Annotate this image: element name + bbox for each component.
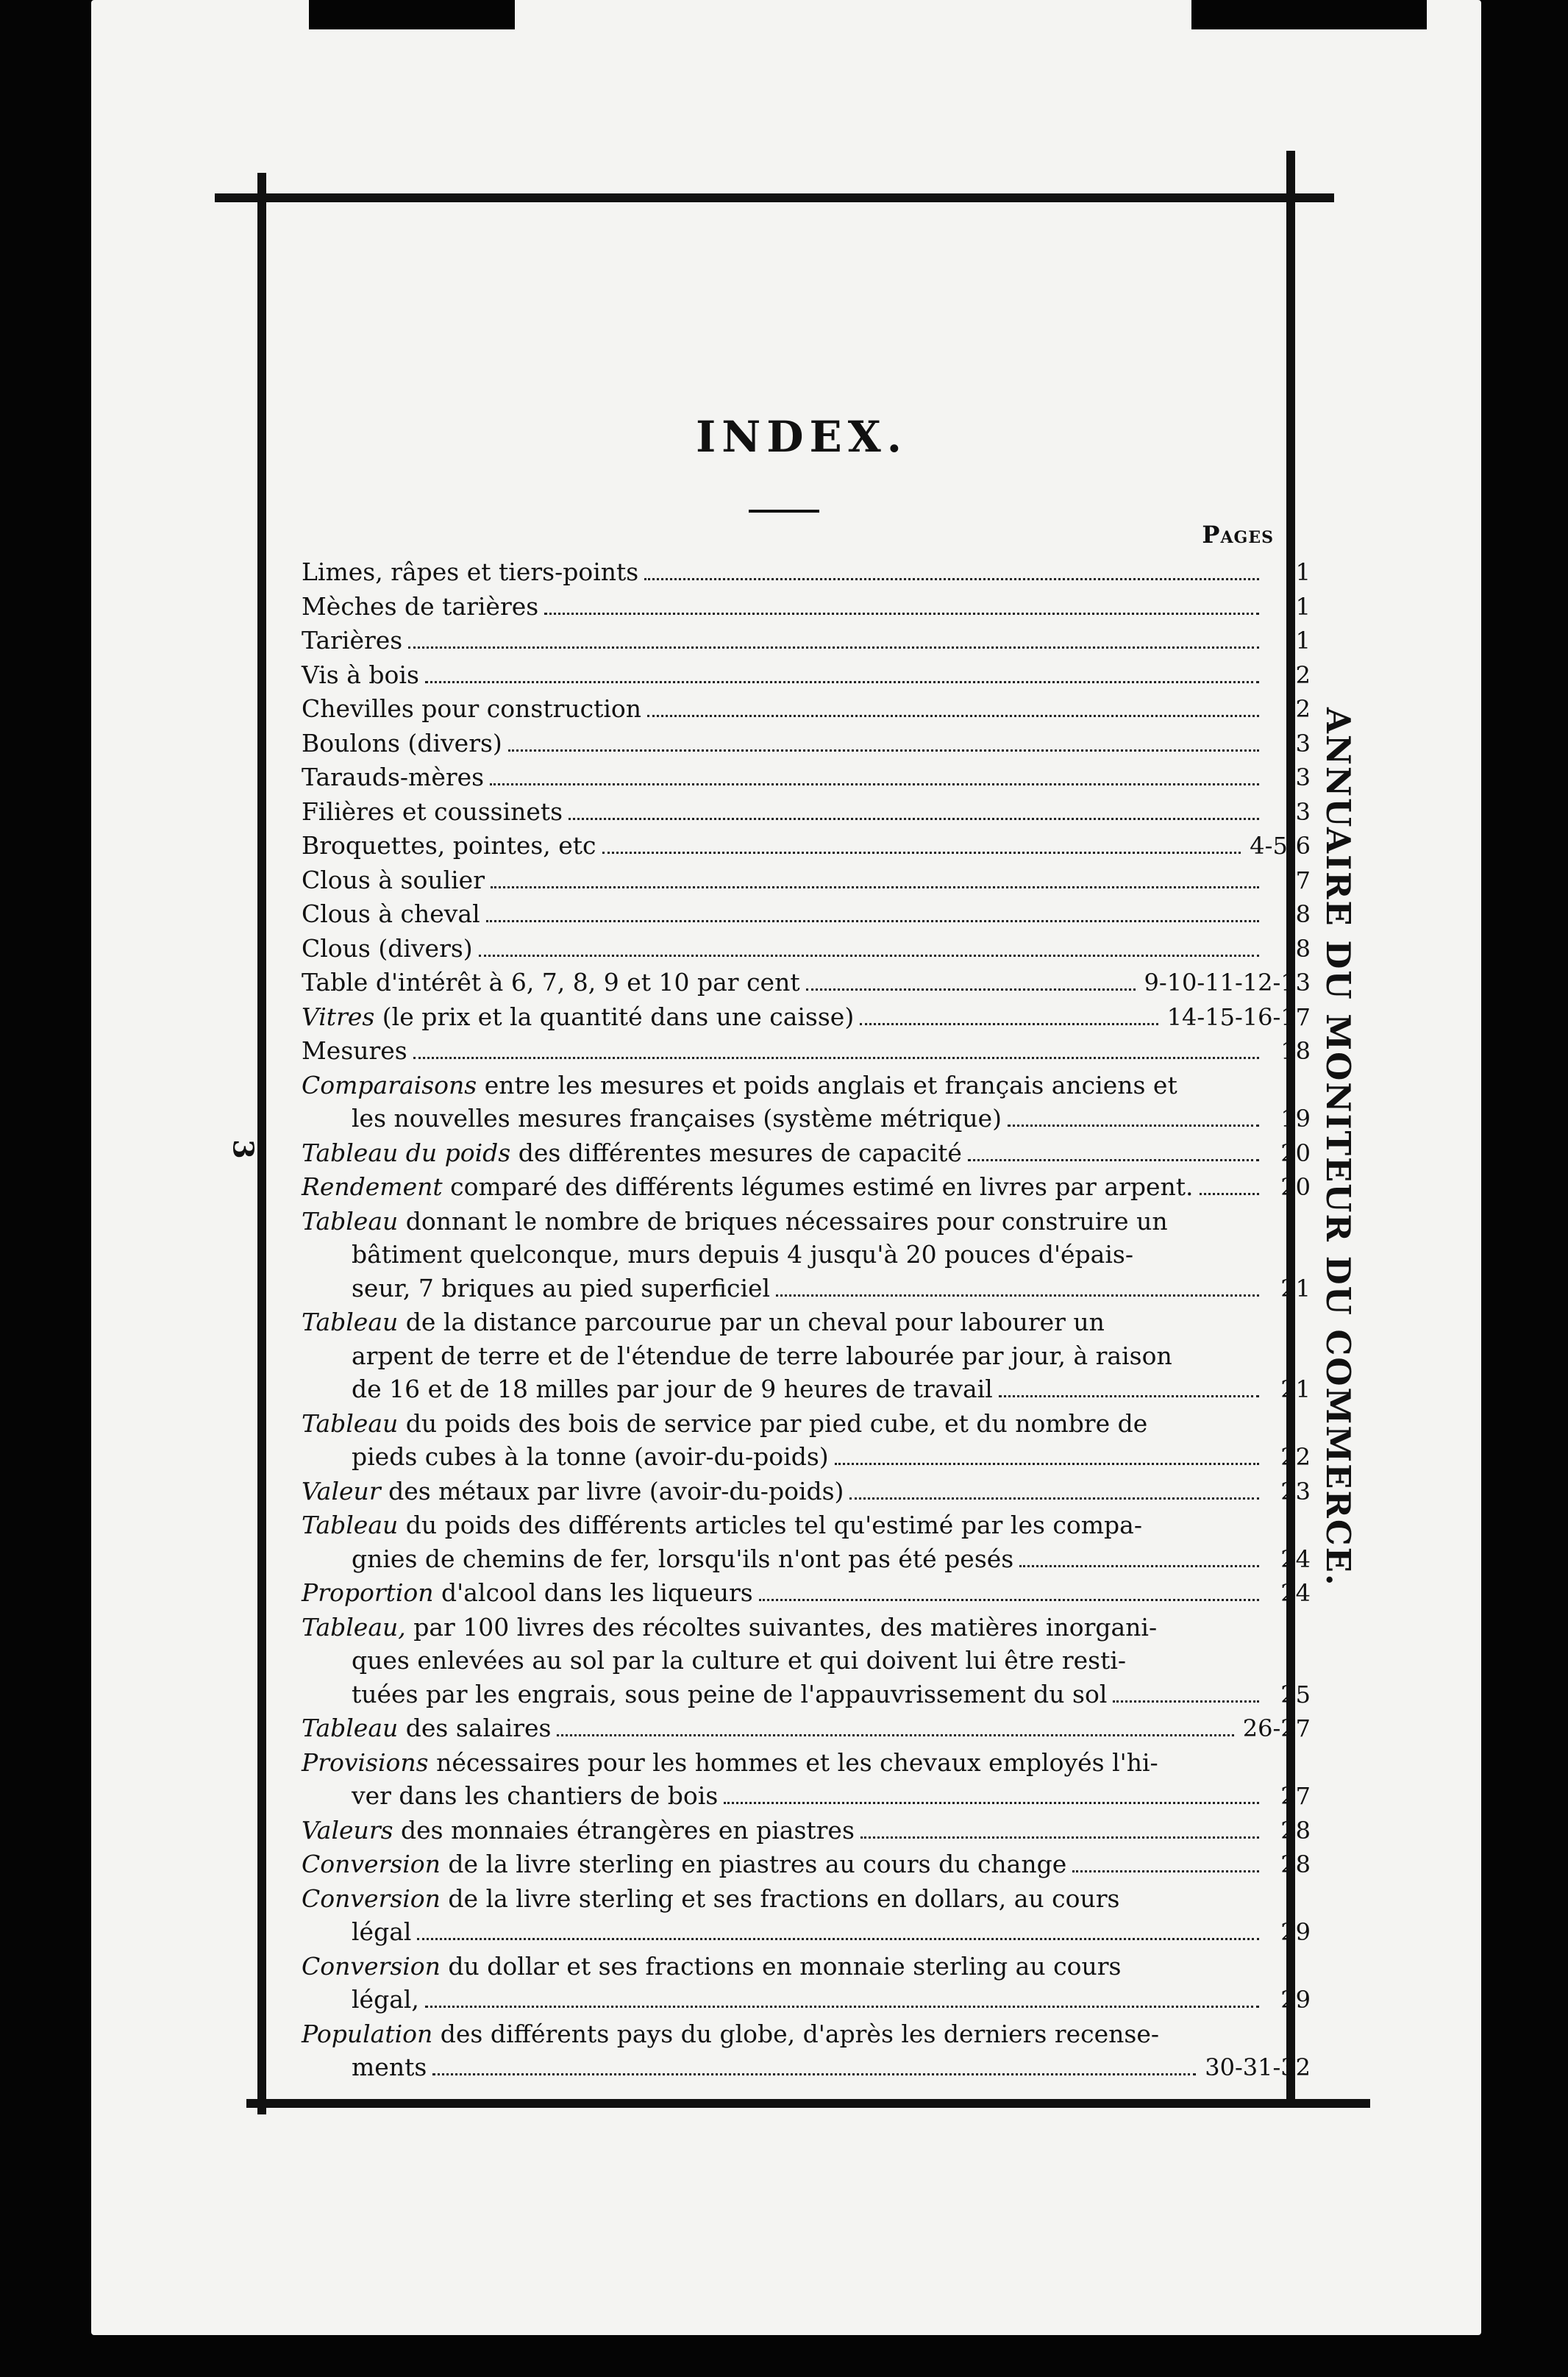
frame-rule-bottom	[246, 2099, 1370, 2108]
index-entry-line	[302, 1339, 1311, 1373]
dot-leader	[1008, 1125, 1259, 1127]
index-entry	[302, 1305, 1311, 1407]
entry-page-number: 9-10-11-12-13	[1144, 969, 1311, 997]
entry-keyword: Tableau	[302, 1408, 399, 1438]
entry-text: gnies de chemins de fer, lorsqu'ils n'ont pas été pesés	[352, 1544, 1014, 1573]
index-entry	[302, 1711, 1311, 1746]
page-title: INDEX.	[696, 412, 908, 462]
entry-page-number: 30-31-32	[1205, 2053, 1311, 2081]
entry-page-number: 3	[1295, 763, 1311, 791]
entry-page-number: 23	[1280, 1477, 1311, 1505]
dot-leader	[776, 1294, 1259, 1297]
entry-text: Filières et coussinets	[302, 797, 563, 826]
entry-keyword: Tableau du poids	[302, 1138, 511, 1167]
dot-leader	[999, 1395, 1259, 1397]
index-entry-line	[302, 897, 1311, 932]
entry-page-number: 25	[1280, 1680, 1311, 1708]
index-entry	[302, 1136, 1311, 1171]
dot-leader	[849, 1497, 1259, 1500]
index-entry-line	[302, 1407, 1311, 1441]
entry-text: de la livre sterling et ses fractions en dollars, au cours	[440, 1884, 1120, 1913]
index-entry-line	[302, 1205, 1311, 1239]
index-entry	[302, 795, 1311, 830]
index-entry	[302, 1034, 1311, 1069]
entry-keyword: Provisions	[302, 1747, 429, 1777]
index-entry-line	[302, 1576, 1311, 1611]
entry-text: par 100 livres des récoltes suivantes, des matières inorgani-	[405, 1612, 1158, 1642]
entry-text: légal,	[352, 1985, 419, 2014]
index-entry-line	[302, 1611, 1311, 1644]
entry-page-number: 2	[1295, 695, 1311, 723]
dot-leader	[425, 2006, 1259, 2008]
index-entry	[302, 590, 1311, 624]
index-entry	[302, 624, 1311, 658]
index-entry-line	[302, 1678, 1311, 1712]
entry-keyword: Comparaisons	[302, 1070, 477, 1100]
dot-leader	[490, 783, 1259, 785]
entry-keyword: Proportion	[302, 1578, 434, 1607]
index-entry-line	[302, 2017, 1311, 2051]
entry-page-number: 28	[1280, 1850, 1311, 1878]
dot-leader	[759, 1599, 1259, 1601]
dot-leader	[479, 955, 1259, 957]
entry-text: de la livre sterling en piastres au cours du change	[440, 1850, 1067, 1878]
index-entry-line	[302, 863, 1311, 898]
dot-leader	[602, 852, 1241, 854]
index-entry-line	[302, 692, 1311, 727]
index-entry-line	[302, 1272, 1311, 1306]
index-entry-line	[302, 1950, 1311, 1984]
index-entry	[302, 555, 1311, 590]
index-entry-line	[302, 932, 1311, 966]
dot-leader	[413, 1057, 1259, 1059]
pages-column-header: Pages	[1202, 521, 1274, 549]
index-entry-line	[302, 590, 1311, 624]
index-entry	[302, 692, 1311, 727]
dot-leader	[491, 886, 1259, 888]
index-entry	[302, 1170, 1311, 1205]
index-entry-line	[302, 795, 1311, 830]
index-entry	[302, 829, 1311, 863]
entry-text: les nouvelles mesures françaises (système métrique)	[352, 1104, 1002, 1133]
index-entry-line	[302, 966, 1311, 1000]
entry-text: Clous à soulier	[302, 865, 485, 894]
index-entry	[302, 2017, 1311, 2085]
entry-text: Clous à cheval	[302, 899, 480, 928]
title-divider	[749, 510, 819, 513]
entry-page-number: 20	[1280, 1138, 1311, 1167]
entry-page-number: 24	[1280, 1544, 1311, 1573]
index-entry-line	[302, 1915, 1311, 1950]
dot-leader	[860, 1836, 1259, 1839]
index-entry	[302, 1576, 1311, 1611]
dot-leader	[724, 1802, 1259, 1804]
index-entry-line	[302, 1238, 1311, 1272]
entry-text: (le prix et la quantité dans une caisse)	[374, 1002, 855, 1031]
dot-leader	[644, 578, 1259, 580]
frame-rule-top	[215, 193, 1334, 202]
index-entry	[302, 966, 1311, 1000]
entry-keyword: Conversion	[302, 1850, 441, 1878]
dot-leader	[408, 646, 1259, 649]
entry-page-number: 29	[1280, 1986, 1311, 2014]
index-entry-line	[302, 1779, 1311, 1814]
torn-edge-mark	[309, 0, 515, 29]
index-entry	[302, 897, 1311, 932]
entry-text: Mesures	[302, 1036, 407, 1065]
entry-page-number: 19	[1280, 1105, 1311, 1133]
entry-text: arpent de terre et de l'étendue de terre labourée par jour, à raison	[352, 1341, 1172, 1370]
entry-text: d'alcool dans les liqueurs	[433, 1578, 753, 1607]
dot-leader	[968, 1159, 1259, 1161]
entry-page-number: 1	[1295, 627, 1311, 655]
index-entry	[302, 1746, 1311, 1814]
index-list	[302, 555, 1311, 2085]
index-entry	[302, 760, 1311, 795]
entry-text: ver dans les chantiers de bois	[352, 1781, 719, 1810]
index-entry-line	[302, 1882, 1311, 1916]
index-entry-line	[302, 1305, 1311, 1339]
entry-page-number: 8	[1295, 900, 1311, 928]
entry-text: nécessaires pour les hommes et les chevaux employés l'hi-	[428, 1747, 1158, 1777]
index-entry	[302, 1475, 1311, 1509]
entry-text: des monnaies étrangères en piastres	[393, 1815, 855, 1845]
entry-keyword: Tableau	[302, 1714, 399, 1742]
entry-keyword: Tableau	[302, 1206, 399, 1236]
entry-text: tuées par les engrais, sous peine de l'appauvrissement du sol	[352, 1679, 1108, 1708]
index-entry-line	[302, 1372, 1311, 1407]
dot-leader	[647, 715, 1259, 717]
dot-leader	[508, 749, 1259, 752]
entry-keyword: Tableau,	[302, 1612, 406, 1642]
index-entry	[302, 1847, 1311, 1882]
entry-text: Tarières	[302, 626, 403, 655]
dot-leader	[1200, 1193, 1259, 1195]
entry-text: des métaux par livre (avoir-du-poids)	[380, 1476, 844, 1505]
index-entry-line	[302, 1170, 1311, 1205]
side-running-title: ANNUAIRE DU MONITEUR DU COMMERCE.	[1319, 708, 1358, 1587]
index-entry-line	[302, 555, 1311, 590]
entry-text: Mèches de tarières	[302, 591, 539, 621]
entry-text: Clous (divers)	[302, 933, 473, 963]
dot-leader	[860, 1023, 1158, 1025]
entry-page-number: 18	[1280, 1037, 1311, 1065]
index-entry	[302, 1069, 1311, 1136]
entry-text: ques enlevées au sol par la culture et qui doivent lui être resti-	[352, 1646, 1127, 1675]
entry-page-number: 27	[1280, 1782, 1311, 1810]
dot-leader	[835, 1463, 1259, 1465]
index-entry-line	[302, 1000, 1311, 1035]
entry-text: ments	[352, 2053, 427, 2081]
index-entry-line	[302, 829, 1311, 863]
entry-keyword: Conversion	[302, 1951, 441, 1981]
entry-text: bâtiment quelconque, murs depuis 4 jusqu'à 20 pouces d'épais-	[352, 1240, 1133, 1269]
index-entry	[302, 1205, 1311, 1306]
index-entry	[302, 727, 1311, 761]
index-entry-line	[302, 1746, 1311, 1780]
index-entry	[302, 1814, 1311, 1848]
torn-edge-mark	[1191, 0, 1427, 29]
index-entry-line	[302, 1983, 1311, 2017]
entry-text: des différentes mesures de capacité	[510, 1138, 962, 1167]
entry-page-number: 4-5-6	[1250, 832, 1311, 860]
entry-page-number: 8	[1295, 934, 1311, 963]
entry-page-number: 28	[1280, 1816, 1311, 1845]
entry-keyword: Tableau	[302, 1511, 399, 1539]
dot-leader	[417, 1938, 1259, 1940]
entry-text: comparé des différents légumes estimé en livres par arpent.	[442, 1172, 1194, 1201]
index-entry	[302, 932, 1311, 966]
entry-text: Boulons (divers)	[302, 728, 502, 758]
entry-text: seur, 7 briques au pied superficiel	[352, 1273, 771, 1302]
entry-keyword: Tableau	[302, 1308, 399, 1336]
index-entry-line	[302, 1102, 1311, 1136]
entry-keyword: Valeur	[302, 1476, 381, 1505]
entry-page-number: 26-27	[1242, 1714, 1311, 1742]
dot-leader	[432, 2073, 1196, 2075]
entry-text: du poids des différents articles tel qu'estimé par les compa-	[398, 1511, 1142, 1539]
entry-text: de 16 et de 18 milles par jour de 9 heures de travail	[352, 1375, 993, 1403]
entry-page-number: 21	[1280, 1274, 1311, 1302]
entry-page-number: 29	[1280, 1918, 1311, 1946]
entry-page-number: 2	[1295, 660, 1311, 689]
index-entry	[302, 1882, 1311, 1950]
entry-keyword: Valeurs	[302, 1815, 393, 1845]
entry-page-number: 7	[1295, 866, 1311, 894]
index-entry-line	[302, 1644, 1311, 1678]
index-entry-line	[302, 1542, 1311, 1577]
dot-leader	[486, 920, 1259, 922]
entry-page-number: 22	[1280, 1443, 1311, 1471]
dot-leader	[569, 818, 1259, 820]
entry-page-number: 20	[1280, 1173, 1311, 1201]
dot-leader	[557, 1734, 1233, 1736]
index-entry-line	[302, 1847, 1311, 1882]
index-entry-line	[302, 1034, 1311, 1069]
index-entry-line	[302, 760, 1311, 795]
entry-text: entre les mesures et poids anglais et français anciens et	[477, 1070, 1177, 1100]
entry-page-number: 21	[1280, 1375, 1311, 1403]
index-entry-line	[302, 624, 1311, 658]
entry-text: légal	[352, 1917, 412, 1946]
entry-text: pieds cubes à la tonne (avoir-du-poids)	[352, 1442, 829, 1471]
entry-page-number: 1	[1295, 592, 1311, 621]
index-entry-line	[302, 1508, 1311, 1542]
index-entry	[302, 658, 1311, 693]
entry-text: des salaires	[398, 1714, 552, 1742]
entry-text: Tarauds-mères	[302, 763, 485, 791]
dot-leader	[1072, 1870, 1259, 1872]
index-entry-line	[302, 2050, 1311, 2085]
dot-leader	[425, 681, 1259, 683]
entry-text: des différents pays du globe, d'après les derniers recense-	[432, 2019, 1160, 2048]
dot-leader	[544, 613, 1259, 615]
entry-keyword: Conversion	[302, 1884, 441, 1913]
entry-text: Broquettes, pointes, etc	[302, 831, 596, 860]
entry-text: Chevilles pour construction	[302, 694, 642, 723]
index-entry-line	[302, 1069, 1311, 1102]
index-entry	[302, 1950, 1311, 2017]
index-entry-line	[302, 1711, 1311, 1746]
index-entry	[302, 1000, 1311, 1035]
page-number: 3	[227, 1139, 260, 1159]
dot-leader	[1113, 1700, 1259, 1703]
entry-keyword: Vitres	[302, 1002, 375, 1031]
entry-text: Table d'intérêt à 6, 7, 8, 9 et 10 par cent	[302, 968, 800, 997]
index-entry-line	[302, 1136, 1311, 1171]
entry-text: donnant le nombre de briques nécessaires pour construire un	[398, 1206, 1168, 1236]
entry-page-number: 3	[1295, 797, 1311, 826]
index-entry-line	[302, 1475, 1311, 1509]
entry-keyword: Population	[302, 2019, 433, 2048]
entry-text: Limes, râpes et tiers-points	[302, 557, 639, 586]
index-entry-line	[302, 1440, 1311, 1475]
index-entry-line	[302, 658, 1311, 693]
entry-page-number: 1	[1295, 558, 1311, 586]
entry-page-number: 3	[1295, 729, 1311, 758]
dot-leader	[806, 988, 1136, 991]
entry-page-number: 14-15-16-17	[1166, 1002, 1311, 1031]
dot-leader	[1019, 1565, 1259, 1567]
entry-keyword: Rendement	[302, 1172, 443, 1201]
index-entry	[302, 1508, 1311, 1576]
index-entry-line	[302, 727, 1311, 761]
entry-text: Vis à bois	[302, 660, 419, 689]
entry-text: du dollar et ses fractions en monnaie sterling au cours	[440, 1951, 1122, 1981]
index-entry	[302, 1611, 1311, 1712]
index-entry	[302, 1407, 1311, 1475]
entry-text: du poids des bois de service par pied cube, et du nombre de	[398, 1408, 1148, 1438]
index-entry	[302, 863, 1311, 898]
entry-page-number: 24	[1280, 1579, 1311, 1607]
entry-text: de la distance parcourue par un cheval pour labourer un	[398, 1308, 1105, 1336]
index-entry-line	[302, 1814, 1311, 1848]
